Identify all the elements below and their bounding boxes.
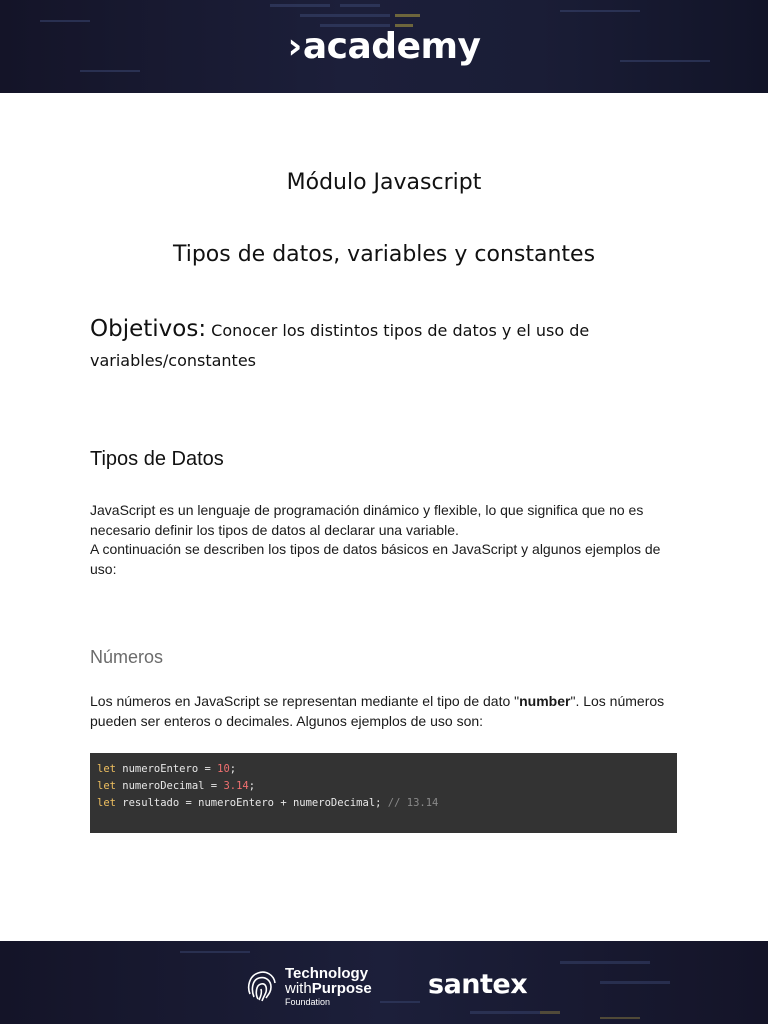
objectives-label: Objetivos:: [90, 316, 207, 342]
code-keyword: let: [97, 797, 116, 809]
code-text: ;: [229, 763, 237, 775]
fingerprint-icon: [246, 968, 278, 1004]
numbers-text-after: ". Los números pueden ser enteros o decimales. Algunos ejemplos de uso son:: [90, 693, 665, 729]
code-number: 10: [217, 763, 230, 775]
numbers-text-before: Los números en JavaScript se representan mediante el tipo de dato ": [90, 693, 520, 709]
code-block: [90, 753, 677, 833]
code-line: [97, 795, 670, 812]
twp-line1: Technology: [285, 965, 369, 982]
code-comment: // 13.14: [387, 797, 439, 809]
code-line: [97, 761, 670, 778]
intro-paragraph-line2: A continuación se describen los tipos de datos básicos en JavaScript y algunos ejemplos de uso:: [90, 541, 661, 577]
intro-paragraph: [90, 501, 680, 579]
module-title: Módulo Javascript: [286, 170, 482, 195]
twp-purpose: Purpose: [311, 980, 372, 997]
logo-text: academy: [302, 26, 481, 67]
objectives-text: Conocer los distintos tipos de datos y el uso de variables/constantes: [90, 321, 590, 370]
numbers-paragraph: [90, 692, 680, 731]
code-text: numeroEntero =: [115, 763, 218, 775]
twp-with: with: [285, 980, 312, 997]
intro-paragraph-line1: JavaScript es un lenguaje de programación dinámico y flexible, lo que significa que no es necesario definir los tipos de datos al declarar una variable.: [90, 502, 644, 538]
santex-logo: santex: [428, 969, 528, 1000]
technology-with-purpose-text: [285, 966, 372, 1008]
twp-line3: Foundation: [285, 997, 331, 1007]
code-line: [97, 778, 670, 795]
section-heading: Tipos de Datos: [90, 448, 224, 470]
code-text: numeroDecimal =: [115, 780, 224, 792]
objectives: [90, 314, 650, 376]
twp-line2: [285, 981, 372, 997]
subsection-heading: Números: [90, 647, 164, 667]
code-background-decoration: [0, 941, 768, 1024]
code-number: 3.14: [223, 780, 249, 792]
xacademy-logo: [0, 26, 768, 67]
header-banner: [0, 0, 768, 93]
code-keyword: let: [97, 763, 116, 775]
footer-banner: [0, 941, 768, 1024]
code-text: resultado = numeroEntero + numeroDecimal;: [115, 797, 388, 809]
code-keyword: let: [97, 780, 116, 792]
topic-title: Tipos de datos, variables y constantes: [172, 242, 596, 267]
code-text: ;: [248, 780, 256, 792]
logo-chevron-icon: ›: [287, 26, 302, 67]
numbers-type-keyword: number: [519, 693, 571, 709]
